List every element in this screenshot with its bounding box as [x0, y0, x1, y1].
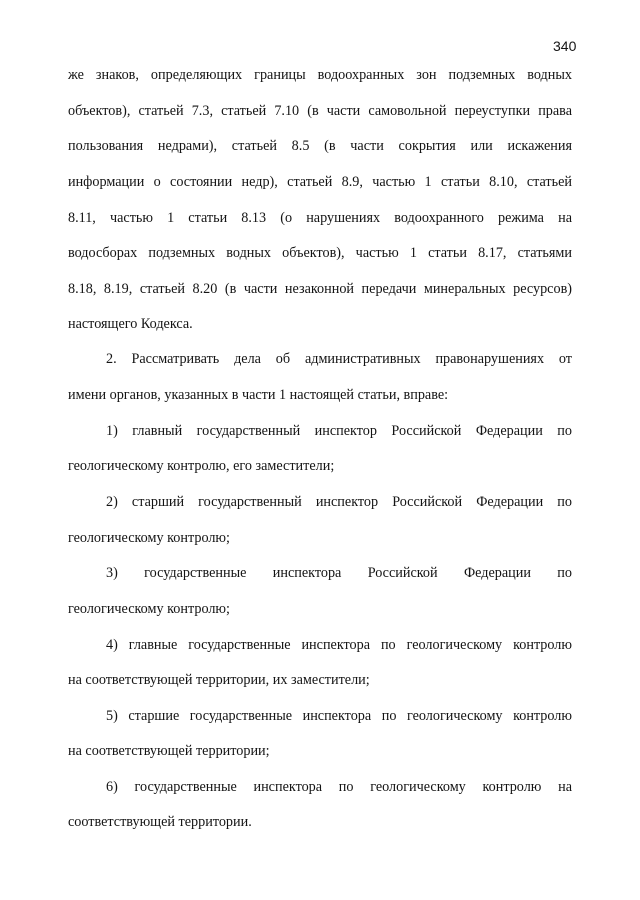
- page-number: 340: [553, 38, 577, 54]
- list-item-1-first-line: 1) главный государственный инспектор Российской Федерации по: [106, 423, 572, 439]
- text-line: на соответствующей территории, их заместители;: [68, 672, 370, 688]
- list-item-2-first-line: 2) старший государственный инспектор Российской Федерации по: [106, 494, 572, 510]
- text-line: объектов), статьей 7.3, статьей 7.10 (в части самовольной переуступки права: [68, 103, 572, 119]
- paragraph-2-first-line: 2. Рассматривать дела об административных правонарушениях от: [106, 351, 572, 367]
- text-line: имени органов, указанных в части 1 настоящей статьи, вправе:: [68, 387, 449, 403]
- text-line: геологическому контролю, его заместители;: [68, 458, 335, 474]
- text-line: геологическому контролю;: [68, 601, 230, 617]
- list-item-5-first-line: 5) старшие государственные инспектора по геологическому контролю: [106, 708, 572, 724]
- list-item-6-first-line: 6) государственные инспектора по геологическому контролю на: [106, 779, 572, 795]
- list-item-4-first-line: 4) главные государственные инспектора по геологическому контролю: [106, 637, 572, 653]
- text-line: 8.18, 8.19, статьей 8.20 (в части незаконной передачи минеральных ресурсов): [68, 281, 572, 297]
- text-line: на соответствующей территории;: [68, 743, 270, 759]
- text-line: 8.11, частью 1 статьи 8.13 (о нарушениях водоохранного режима на: [68, 210, 572, 226]
- text-line: геологическому контролю;: [68, 530, 230, 546]
- text-line: информации о состоянии недр), статьей 8.9, частью 1 статьи 8.10, статьей: [68, 174, 572, 190]
- text-line: соответствующей территории.: [68, 814, 252, 830]
- text-line: пользования недрами), статьей 8.5 (в части сокрытия или искажения: [68, 138, 572, 154]
- text-line: водосборах подземных водных объектов), частью 1 статьи 8.17, статьями: [68, 245, 572, 261]
- text-line: настоящего Кодекса.: [68, 316, 193, 332]
- text-line: же знаков, определяющих границы водоохранных зон подземных водных: [68, 67, 572, 83]
- list-item-3-first-line: 3) государственные инспектора Российской Федерации по: [106, 565, 572, 581]
